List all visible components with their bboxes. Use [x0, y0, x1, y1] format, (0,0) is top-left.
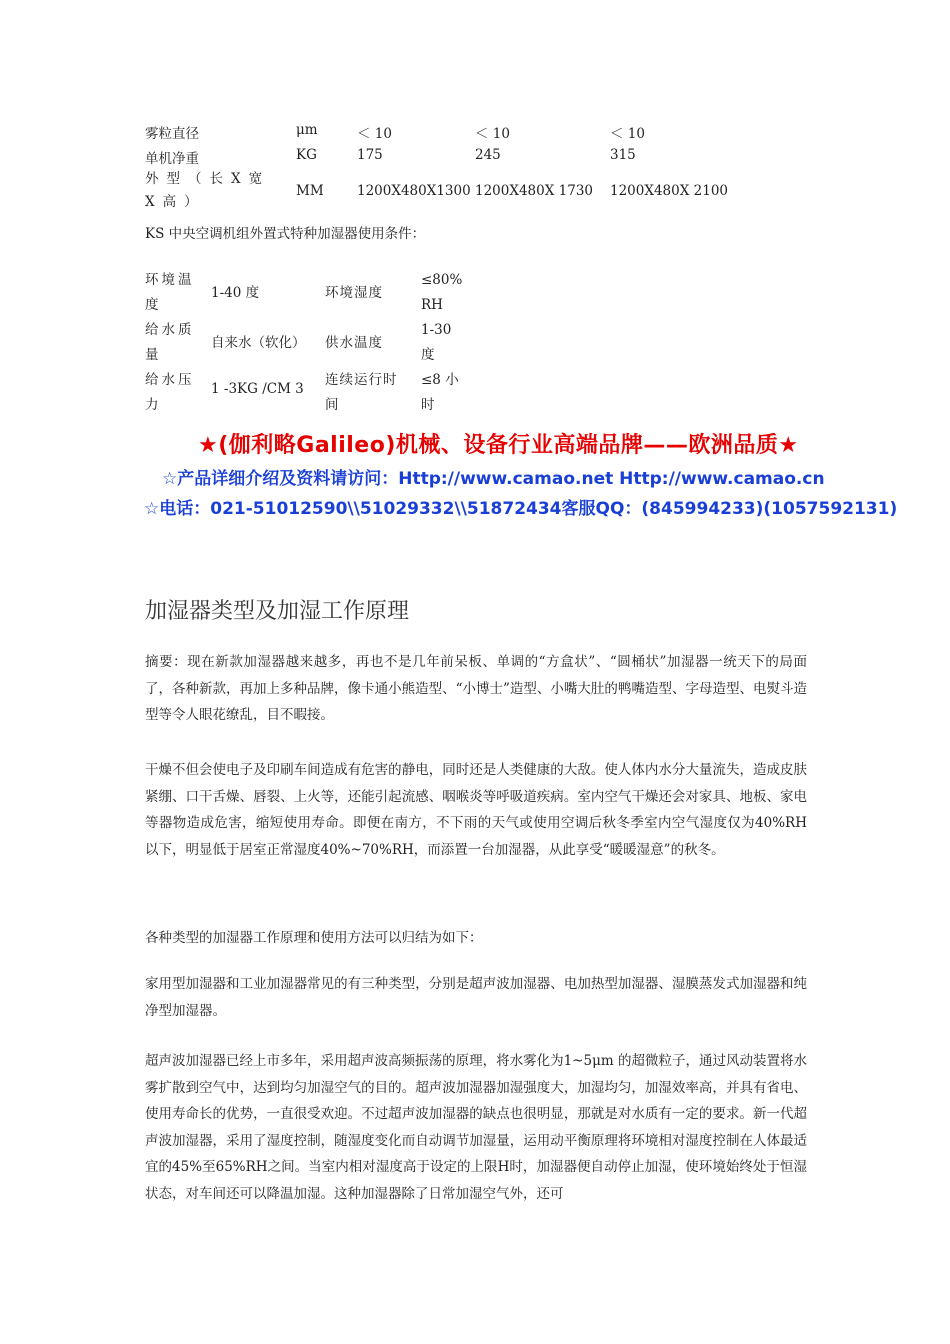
banner-contact-line: ☆电话：021-51012590\\51029332\\51872434客服QQ：(845994233)(1057592131): [144, 499, 898, 519]
banner-website-line[interactable]: ☆产品详细介绍及资料请访问：Http://www.camao.net Http://www.camao.cn: [162, 469, 825, 489]
spec-cell: ＜ 10: [475, 126, 510, 142]
article-paragraph: 家用型加湿器和工业加湿器常见的有三种类型，分别是超声波加湿器、电加热型加湿器、湿膜蒸发式加湿器和纯净型加湿器。: [145, 976, 807, 1019]
condition-label: 环境温度: [145, 272, 195, 313]
spec-cell: 245: [475, 147, 501, 163]
article-title: 加湿器类型及加湿工作原理: [145, 599, 410, 624]
condition-label: 给水压力: [145, 372, 195, 413]
condition-label: 供水温度: [325, 335, 383, 351]
spec-cell: ＜ 10: [610, 126, 645, 142]
spec-cell: KG: [296, 147, 317, 163]
spec-cell: 外型（长X宽X高）: [145, 171, 271, 210]
spec-cell: 1200X480X1300: [357, 183, 471, 199]
spec-cell: μm: [296, 122, 318, 138]
article-paragraph: 超声波加湿器已经上市多年，采用超声波高频振荡的原理，将水雾化为1~5μm 的超微粒子，通过风动装置将水雾扩散到空气中，达到均匀加湿空气的目的。超声波加湿器加湿强度大，加湿均匀，加湿效率高，并具有省电、使用寿命长的优势，一直很受欢迎。不过超声波加湿器的缺点也很明显，那就是对水质有一定的要求。新一代超声波加湿器，采用了湿度控制，随湿度变化而自动调节加湿量，运用动平衡原理将环境相对湿度控制在人体最适宜的45%至65%RH之间。当室内相对湿度高于设定的上限H时，加湿器便自动停止加湿，使环境始终处于恒湿状态，对车间还可以降温加湿。这种加湿器除了日常加湿空气外，还可: [145, 1053, 807, 1202]
spec-cell: 175: [357, 147, 383, 163]
condition-label: 连续运行时间: [325, 372, 398, 413]
ks-conditions-heading: KS 中央空调机组外置式特种加湿器使用条件：: [145, 226, 426, 242]
article-paragraph: 各种类型的加湿器工作原理和使用方法可以归结为如下：: [145, 930, 483, 946]
article-paragraph: 干燥不但会使电子及印刷车间造成有危害的静电，同时还是人类健康的大敌。使人体内水分大量流失，造成皮肤紧绷、口干舌燥、唇裂、上火等，还能引起流感、咽喉炎等呼吸道疾病。室内空气干燥还会对家具、地板、家电等器物造成危害，缩短使用寿命。即便在南方，不下雨的天气或使用空调后秋冬季室内空气湿度仅为40%RH 以下，明显低于居室正常湿度40%~70%RH，而添置一台加湿器，从此享受“暖暖湿意”的秋冬。: [145, 762, 807, 858]
spec-cell: MM: [296, 183, 324, 199]
condition-value: 1 -3KG /CM 3: [211, 381, 304, 397]
condition-value: 1-30 度: [421, 322, 452, 363]
banner-brand-line: ★(伽利略Galileo)机械、设备行业高端品牌——欧洲品质★: [198, 433, 799, 458]
condition-value: ≤8 小时: [421, 372, 459, 413]
spec-cell: ＜ 10: [357, 126, 392, 142]
condition-value: ≤80% RH: [421, 272, 463, 313]
condition-value: 自来水（软化）: [211, 335, 306, 351]
article-paragraph: 摘要：现在新款加湿器越来越多，再也不是几年前呆板、单调的“方盒状”、“圆桶状”加湿器一统天下的局面了，各种新款，再加上多种品牌，像卡通小熊造型、“小博士”造型、小嘴大肚的鸭嘴造型、字母造型、电熨斗造型等令人眼花缭乱，目不暇接。: [145, 654, 807, 723]
spec-cell: 315: [610, 147, 636, 163]
condition-value: 1-40 度: [211, 285, 260, 301]
brand-banner: [140, 428, 950, 523]
spec-cell: 雾粒直径: [145, 126, 199, 142]
condition-label: 给水质量: [145, 322, 195, 363]
spec-cell: 单机净重: [145, 151, 199, 167]
spec-cell: 1200X480X 2100: [610, 183, 728, 199]
condition-label: 环境湿度: [325, 285, 383, 301]
spec-cell: 1200X480X 1730: [475, 183, 593, 199]
